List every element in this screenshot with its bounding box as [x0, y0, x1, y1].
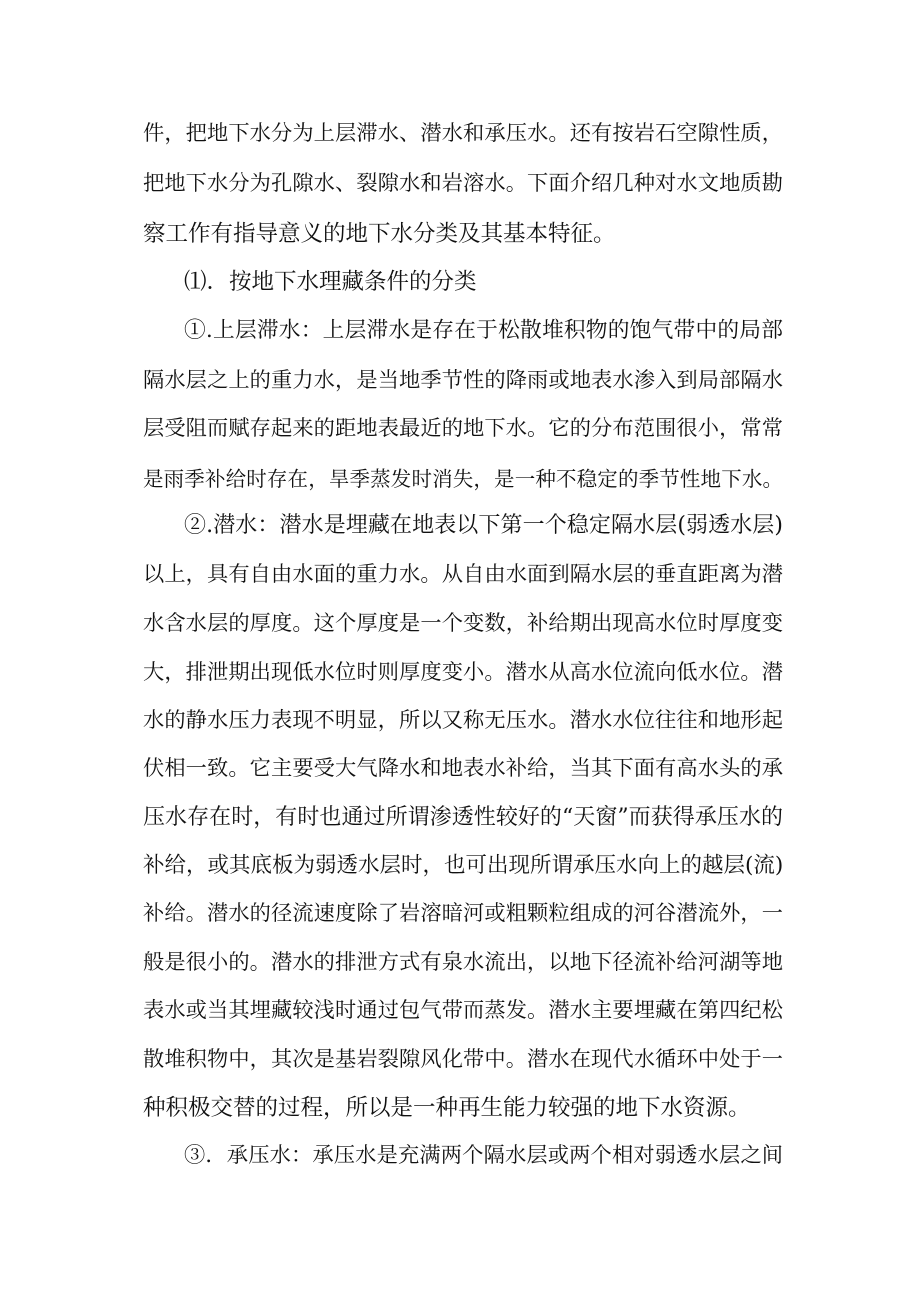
text-line-17: 补给。潜水的径流速度除了岩溶暗河或粗颗粒组成的河谷潜流外，一 — [143, 901, 783, 926]
text-line-7: 层受阻而赋存起来的距地表最近的地下水。它的分布范围很小，常常 — [143, 416, 783, 441]
text-line-11: 水含水层的厚度。这个厚度是一个变数，补给期出现高水位时厚度变 — [143, 611, 783, 636]
text-line-13: 水的静水压力表现不明显，所以又称无压水。潜水水位往往和地形起 — [143, 708, 783, 733]
text-line-3: 察工作有指导意义的地下水分类及其基本特征。 — [143, 221, 616, 247]
text-line-6: 隔水层之上的重力水，是当地季节性的降雨或地表水渗入到局部隔水 — [143, 368, 783, 393]
text-line-12: 大，排泄期出现低水位时则厚度变小。潜水从高水位流向低水位。潜 — [143, 660, 783, 685]
text-line-18: 般是很小的。潜水的排泄方式有泉水流出，以地下径流补给河湖等地 — [143, 950, 783, 975]
text-line-1: 件，把地下水分为上层滞水、潜水和承压水。还有按岩石空隙性质， — [143, 121, 783, 146]
text-line-10: 以上，具有自由水面的重力水。从自由水面到隔水层的垂直距离为潜 — [143, 562, 783, 587]
text-line-22: ③．承压水：承压水是充满两个隔水层或两个相对弱透水层之间 — [184, 1143, 783, 1168]
text-line-19: 表水或当其埋藏较浅时通过包气带而蒸发。潜水主要埋藏在第四纪松 — [143, 998, 783, 1023]
text-line-16: 补给，或其底板为弱透水层时，也可出现所谓承压水向上的越层(流) — [143, 853, 784, 878]
text-line-15: 压水存在时，有时也通过所谓渗透性较好的“天窗”而获得承压水的 — [143, 805, 783, 830]
text-line-8: 是雨季补给时存在，旱季蒸发时消失，是一种不稳定的季节性地下水。 — [143, 467, 783, 491]
text-line-5: ①.上层滞水：上层滞水是存在于松散堆积物的饱气带中的局部 — [184, 318, 783, 343]
text-line-21: 种积极交替的过程，所以是一种再生能力较强的地下水资源。 — [143, 1095, 751, 1121]
text-line-9: ②.潜水：潜水是埋藏在地表以下第一个稳定隔水层(弱透水层) — [184, 513, 783, 538]
section-heading: ⑴．按地下水理藏条件的分类 — [184, 269, 477, 295]
text-line-2: 把地下水分为孔隙水、裂隙水和岩溶水。下面介绍几种对水文地质勘 — [143, 171, 783, 196]
text-line-14: 伏相一致。它主要受大气降水和地表水补给，当其下面有高水头的承 — [143, 756, 783, 781]
text-line-20: 散堆积物中，其次是基岩裂隙风化带中。潜水在现代水循环中处于一 — [143, 1047, 783, 1072]
